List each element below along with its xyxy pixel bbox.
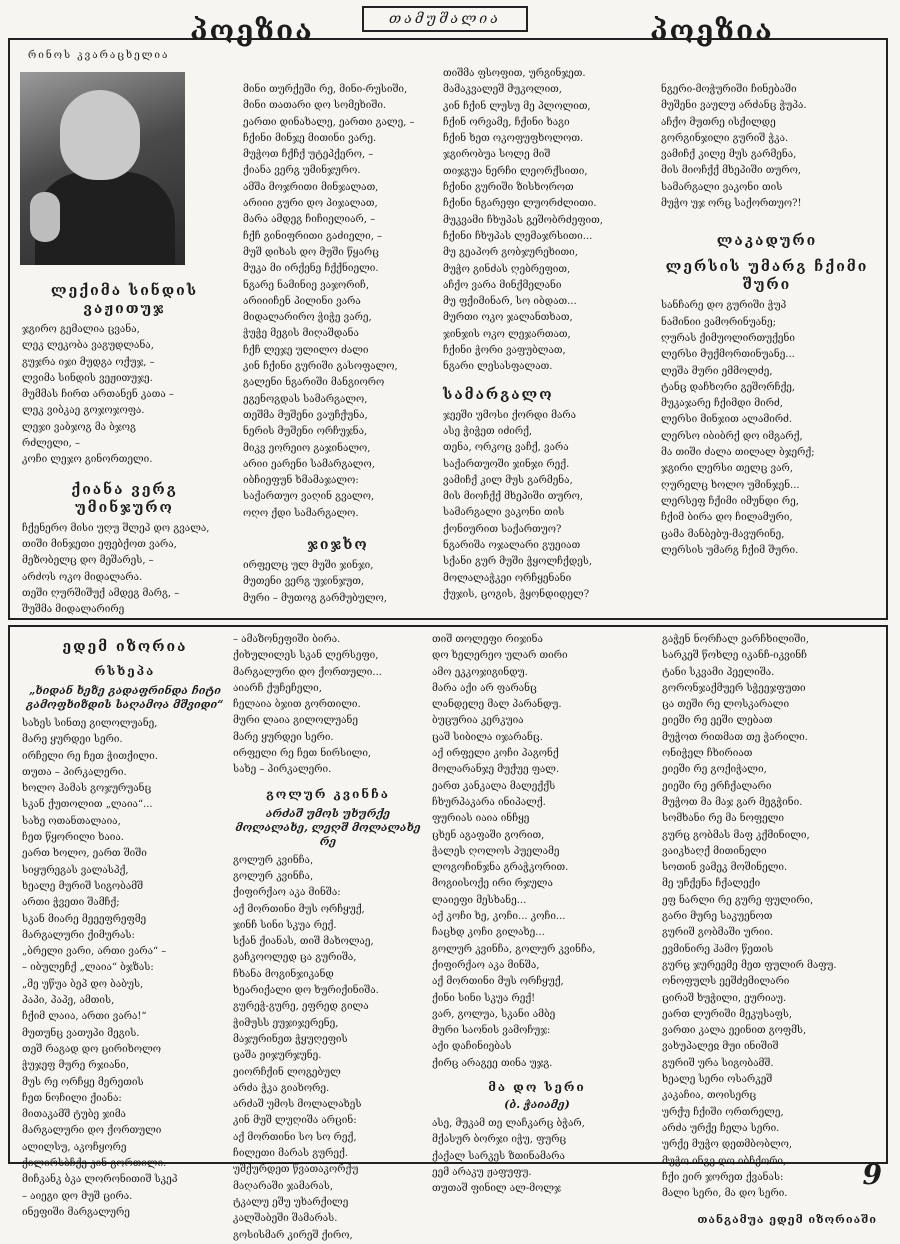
poem-line: ჩქინი ნგარეფი ლუორძლითი.	[443, 198, 597, 210]
poem-line: ჯინჩ სინი სკუა რექ.	[233, 919, 337, 931]
poem-line: მალი სერი, მა დო სერი.	[662, 1188, 788, 1200]
poem-line: მური ლაია გილოლუანე	[233, 715, 359, 727]
poem-line: ონოფულს ეეშძემილარი	[662, 976, 790, 988]
poem-line: აქი დაჩინიებას	[432, 1041, 512, 1053]
poem-line: „ბრელი ვარი, ართი ვარა“ –	[22, 946, 167, 958]
poem-line: სქანი გურ მუში ჭყოლჩქდეს,	[443, 556, 593, 568]
poem-line: ჩქინი მინჯე მითინი ვარე.	[243, 132, 377, 144]
poem-line: ჩქჩ გინიფრითი გაძიელი, –	[243, 230, 383, 242]
poem-epigraph: „ხიდან ხეზე გადაფრინდა ჩიტი გამოფხიზდის საღამოა მშვიდი“	[26, 684, 224, 711]
poem-title: გოლურ კვინჩა	[266, 786, 390, 801]
poem-body	[661, 82, 873, 212]
poem-line: ტკალუ ეშუ უხარქილე	[233, 1196, 349, 1208]
poem-line: გარი მურე საკუენოთ	[662, 911, 773, 923]
poem-line: მუთენი ვერგ უჯინჯუთ,	[243, 576, 365, 588]
poem-line: ნგარიშა ოჯალარი გუეიათ	[443, 540, 581, 552]
poem-epigraph: არძაშ უმოს უხურქე მოლალახე, ლეღშ მოლალახე რე	[235, 806, 421, 848]
poem-line: ეართ კანკალა მალექქს	[432, 780, 556, 792]
poem-line: გორონჯაქმუერ სჭეეჯფუთი	[662, 682, 806, 694]
poem-line: მარგალური დო ქორთული...	[233, 666, 382, 678]
poem-line: ლანდელე მალ პარანდუ.	[432, 699, 562, 711]
poem-body	[22, 521, 227, 619]
poem-line: ქუჯის, ცოგის, ჭყონდიდელ?	[443, 588, 590, 600]
poem-line: ქიფირქაო აკა მინშა,	[432, 959, 540, 971]
poem-line: გოლურ კვინჩა, გოლურ კვინჩა,	[432, 943, 596, 955]
poem-line: მინი თურქეში რე, მინი-რუსიში,	[243, 84, 408, 95]
poem-line: ვაიკხაღქ მითინელი	[662, 845, 767, 857]
poem-line: ჯგირო გემალია ცვანა,	[22, 324, 140, 335]
poem-body	[443, 408, 648, 604]
poem-line: ლერსო იბიბრქ დო იმგარქ,	[661, 430, 803, 442]
poem-line: თიშმა ფსოფით, ურგინჯეთ.	[443, 68, 586, 79]
poem-line: ეგენოგდას სამარგალო,	[243, 393, 368, 405]
poem-line: მუჭოთ მა მაჯ გარ მეგჭინი.	[662, 796, 803, 808]
poem-line: ირფელც ულ მუში ჯინჯი,	[243, 560, 374, 572]
poem-line: ქირც არაგეე თინა უჯგ.	[432, 1057, 553, 1069]
poem-line: ვარ, გოლუა, სკანი ამბე	[432, 1008, 556, 1020]
poem-line: შუშმა მიდალარირე	[22, 604, 125, 616]
poem-line: სქან ქიანას, თიშ მახოლაე,	[233, 936, 374, 948]
poem-line: ტანი სკვამი პეელიშა.	[662, 666, 775, 678]
poem-line: კაკაჩია, თოისერც	[662, 1090, 757, 1102]
poem-line: ეიეში რე გოქიჭალი,	[662, 764, 767, 776]
poem-line: მიკვ ეორეიო გაჯინალო,	[243, 442, 371, 454]
poem-line: გურეჭ-გურე, ეფრედ გილა	[233, 1001, 369, 1013]
poem-line: ცაშა ეიჯურჯუნე.	[233, 1050, 322, 1062]
poem-line: ჩქი ეირ ჯორეთ ქვანას:	[662, 1171, 784, 1183]
poem-line: აქ მორთინი მუს ორჩყუქ,	[432, 976, 564, 988]
poem-body	[243, 558, 433, 607]
poem-line: ჩქინ ხეთ ოკოფუფხოლოთ.	[443, 133, 584, 145]
poem-line: ჯგირობუა სოლე მიშ	[443, 149, 551, 161]
poem-subtitle: (ბ. ჭაიამე)	[504, 1098, 570, 1112]
poem-line: ნერის მუშენი ორჩუჯნა,	[243, 426, 368, 438]
poem-line: ბუცურია კერკუია	[432, 715, 524, 727]
poem-line: მუკაჯარე ჩქიმდი მირძ,	[661, 398, 783, 410]
poem-line: მუშ დიხას დო მუში წყარც	[243, 246, 379, 258]
poem-line: არიიი გური დო პიჯალათ,	[243, 198, 378, 210]
poem-line: თუთაშ ფინილ ალ-მოლჯ	[432, 1183, 561, 1195]
bottom-column-3	[432, 632, 642, 1198]
section-title-left: პოეზია	[190, 14, 314, 47]
poem-line: სიყურეგას ვალასპქ,	[22, 864, 129, 876]
poem-line: იბჩიეფუნ ხმამაჯალო:	[243, 475, 359, 487]
poem-line: ქონიურით საქართუო?	[443, 523, 562, 535]
poem-line: გაჩკოოლედ ცა გურიშა,	[233, 952, 357, 964]
poem-line: კინ ჩქინ ლუსუ მე პლოლით,	[443, 100, 591, 112]
poem-line: გურც გობმას მაფ კქმინილი,	[662, 829, 810, 841]
poem-line: გაჭენ ნორჩალ ვარჩხილიში,	[662, 634, 809, 645]
poem-title: ჯიჯხო	[307, 537, 369, 554]
poem-body	[443, 66, 648, 376]
poem-title: ლაკადური	[716, 233, 818, 250]
poem-line: გოლურ კვინჩა,	[233, 854, 314, 866]
poem-line: ევმინირე ჰამო წეთის	[662, 943, 774, 955]
top-column-2	[243, 82, 433, 607]
poem-line: მის მიოჩქქ მხეპიში თურო,	[443, 491, 583, 503]
poem-line: „მე უწუა ბეპ დო ბაბუს,	[22, 978, 144, 990]
poem-line: მუჭო უჯ ორც საქორთუო?!	[661, 198, 802, 210]
poem-line: ჩქენერო მისი უღუ შლეპ დო გვალა,	[22, 522, 210, 534]
poem-line: მის მიოჩქქ მხეპიში თურო,	[661, 165, 801, 177]
poem-line: მარე ყურდეი სერი.	[233, 731, 334, 743]
poem-line: სამარგალი ვაკონი თის	[443, 507, 565, 519]
poem-line: ვახუპალეჲ მუი ინიშიშ	[662, 1041, 779, 1053]
poem-line: ვართი კალა ეეინით გოფმს,	[662, 1025, 807, 1037]
poem-line: მარა ამდეგ ჩიჩიელიარ, –	[243, 214, 376, 226]
photo-figure-hand	[30, 192, 60, 242]
poem-line: კინ მუშ ლუღიშა არცინ:	[233, 1115, 357, 1127]
poem-line: თეშ რაგად დო ცირიხოლო	[22, 1043, 162, 1055]
poem-title: რსხეპა	[94, 664, 156, 678]
poem-line: მინი თათარი დო სომეხიში.	[243, 100, 387, 112]
poem-line: ჩეთ ნოჩილი ქიანა:	[22, 1092, 122, 1104]
poem-line: აიარჩ ქუჩეჩელი,	[233, 682, 322, 694]
poem-line: ნგარი ლესასფალათ.	[443, 361, 553, 373]
poem-line: ნგარე ნამინიე ვაჯორიჩ,	[243, 279, 370, 291]
poem-line: – აიეგი დო მუშ ცირა.	[22, 1190, 133, 1202]
poem-line: ლერსი მუქმორთინუანე...	[661, 349, 795, 361]
section-title-right: პოეზია	[650, 14, 774, 47]
poem-line: ონიჭელ ჩხირიათ	[662, 748, 753, 760]
author-name: რინოს კვარაცხელია	[28, 50, 170, 61]
poem-line: ვამიჩქ კილე მუს გარმენა,	[661, 149, 797, 161]
poem-line: აქ მორთინი მუს ორჩყუქ,	[233, 903, 365, 915]
poem-line: ქილირსბჩქე კინ გორთილი.	[22, 1158, 167, 1170]
poem-line: ლვიმა სინდის ვეჟითუჯე.	[22, 372, 153, 384]
top-column-1	[28, 48, 228, 70]
poem-title: მა დო სერი	[488, 1080, 586, 1095]
poem-line: ლერსეფ ჩქიმი იმუნდი რე,	[661, 495, 799, 507]
poem-line: ვამიჩქ კილ მუს გარმენა,	[443, 474, 573, 486]
poem-line: ჩაცხდ კოჩი გილახე...	[432, 927, 545, 939]
poem-line: ლეკ ვიბკაე გოჯოჯოფა.	[22, 405, 145, 417]
poem-line: აქ კოჩი ხე, კოჩი... კოჩი...	[432, 911, 566, 923]
poem-line: მოლარანჯე მუქუე ფალ.	[432, 764, 560, 776]
poem-line: – ამაზონეფიში ბირა.	[233, 634, 341, 645]
poem-line: მუკვამი ჩხუპას გეშობრძეფით,	[443, 214, 603, 226]
poem-line: მარა აქი არ ფარანც	[432, 682, 537, 694]
poem-line: კალშაბეში შამარას.	[233, 1213, 338, 1225]
poem-line: ტანც დაჩხორი გეშორჩქე,	[661, 381, 796, 393]
poem-line: მითაკამშ ტუბე ჯიმა	[22, 1109, 126, 1121]
poem-line: ცამა მანბებუ-მავურინე,	[661, 528, 785, 540]
poem-line: ლოგოჩინჯნა გრაჭკორით.	[432, 862, 569, 874]
poem-line: სანჩარე დო გურიში ჭუპ	[661, 300, 787, 312]
poem-body	[662, 632, 877, 1202]
poem-line: აჩქო მუთრე ისქილდე	[661, 116, 776, 128]
poem-line: ეფ ნარლი რე გურე ფულირი,	[662, 894, 814, 906]
poem-line: ალილსუ, აკოჩყორე	[22, 1141, 127, 1153]
poem-line: ოღო ქდი სამარგალო.	[243, 507, 359, 519]
author-title: ედემ იზორია	[62, 639, 188, 655]
poem-line: უშქურდეთ წვათაკორქუ	[233, 1164, 359, 1176]
poem-line: მურთი ოკო ჯალანთხათ,	[443, 312, 573, 324]
poem-line: საქართუო ვაღინ გვალო,	[243, 491, 375, 503]
poem-body	[22, 716, 228, 1221]
poem-body	[22, 322, 227, 469]
poem-line: ღურელც ხოლო უმინჯენ...	[661, 479, 800, 491]
poem-line: – იბულეჩქ „ლაია“ ბჯზას:	[22, 962, 154, 974]
poem-title: ქიანა ვერგ უმინჯურო	[71, 481, 178, 516]
top-column-1-text	[22, 276, 227, 618]
top-column-3	[443, 66, 648, 603]
poem-line: ჯეეში უმოსი ქორდი მარა	[443, 409, 577, 421]
poem-line: ლერსის უმარგ ჩქიმ შური.	[661, 544, 799, 556]
poem-body	[233, 853, 423, 1244]
poem-line: ცხენ აგაფაში გორით,	[432, 829, 545, 841]
poem-line: ჩეთ წყორილი ხაია.	[22, 832, 124, 844]
poem-line: ცა თეში რე ლოსკარალი	[662, 699, 790, 711]
poem-line: თიშ თოლეფი რიჯინა	[432, 634, 543, 645]
poem-line: ეართი დინახალე, ეართი გალე, –	[243, 116, 415, 128]
poem-line: ჩქიმ ლაია, ართი ვარა!“	[22, 1011, 147, 1023]
poem-line: სახე – პირკალერი.	[233, 764, 332, 776]
poem-line: ხეარიქალი დო ხურიქინიშა.	[233, 985, 379, 997]
poem-line: სომხანი რე მა ნოფელი	[662, 813, 784, 825]
poem-line: მუშენი ვაულუ არძანც ჭუპა.	[661, 100, 807, 112]
poem-line: მუს რე ორჩყე მერეთის	[22, 1076, 144, 1088]
poem-line: ირფელი რე ჩეთ ნირსილი,	[233, 748, 372, 760]
poem-line: ლეჯი ვაბჯოგ მა ბჯოგ	[22, 421, 136, 433]
poem-line: არძაშ უმოს მოლალახეს	[233, 1099, 362, 1111]
poem-line: ლაიეფი მესხანე...	[432, 894, 527, 906]
poem-line: ჩხურპაკარა ინიპალქ.	[432, 796, 546, 808]
poem-line: მარე ყურდეი სერი.	[22, 734, 123, 746]
poem-line: არძა ჭკა გიახორე.	[233, 1082, 330, 1094]
poem-line: ჩელაია ბჯით გორთილი.	[233, 699, 361, 711]
poem-line: თიჯგუა ნერჩი ლეორქსითი,	[443, 165, 588, 177]
bottom-column-1	[22, 632, 228, 1221]
poem-line: მური საონის ვამოჩუჯ:	[432, 1025, 551, 1037]
poem-line: მიდალარირო ჭიჭე ვარე,	[243, 312, 372, 324]
poem-line: არიი ეარენი სამარგალო,	[243, 458, 375, 470]
bottom-column-2	[233, 632, 423, 1244]
poem-line: თუთა – პირკალერი.	[22, 766, 127, 778]
poem-title: ლერსის უმარგ ჩქიმი შური	[665, 259, 869, 294]
poem-line: ღურას ქიმუოლირთუქენი	[661, 332, 795, 344]
poem-line: ჭუჭე მეგის მიღაშდანა	[243, 328, 359, 340]
poem-line: მქასურ ბორჯი იჭუ, ფურც	[432, 1134, 567, 1146]
poem-line: გურიშ ურა სიგობამშ.	[662, 1057, 774, 1069]
poem-line: მაღარაში ჯამარას,	[233, 1180, 333, 1192]
poem-line: ხოლო ჰამას გოჯურუანც	[22, 783, 152, 795]
poem-line: ნგერი-მოჭურიში ჩინებაში	[661, 84, 797, 95]
poem-line: მამაკვალეშ მუკოლით,	[443, 84, 562, 96]
poem-line: ლეშა მური ემმოლძე,	[661, 365, 773, 377]
poem-line: ქინი სინი სკუა რექ!	[432, 992, 536, 1004]
poem-line: ეემ არაკუ ჟაფუფუ.	[432, 1166, 532, 1178]
poem-line: აჩქო ვარა მინქმელანი	[443, 279, 562, 291]
poem-line: ჯინჯის ოკო ლეჯართათ,	[443, 328, 571, 340]
poem-line: მუჭო ინგე დო იბჩქორი,	[662, 1155, 787, 1167]
poem-line: ეიორჩქინ ლოგებულ	[233, 1066, 341, 1078]
poem-line: გოლურ კვინჩა,	[233, 870, 314, 882]
page-number: 9	[862, 1158, 882, 1191]
poem-line: ინეფიში მარგალურე	[22, 1206, 130, 1218]
poem-line: ჩქინი ჩხუპას ლემაჯრსითი...	[443, 230, 593, 242]
bottom-column-4	[662, 632, 877, 1229]
poem-line: მური – მუთოგ გარმუბულო,	[243, 592, 387, 604]
poem-body	[432, 632, 642, 1072]
poem-line: თეშმა მუშენი ვაუჩქუნა,	[243, 409, 368, 421]
poem-line: ლერსი მინჯით ალამირძ.	[661, 414, 793, 426]
poem-body	[661, 298, 873, 559]
poem-line: არძა ურქე ჩელა სერი.	[662, 1122, 780, 1134]
poem-line: სამარგალი ვაკონი თის	[661, 181, 783, 193]
poem-line: ეიეში რე ეეში ლებათ	[662, 715, 773, 727]
poem-line: სახე ოთანთალაია,	[22, 815, 121, 827]
poem-line: მუჭოთ ჩქჩქ უტეპქერო, –	[243, 149, 374, 161]
poem-line: ხეალე სერი ოსარკეშ	[662, 1074, 773, 1086]
poem-body	[233, 632, 423, 779]
poem-line: ჩილეთი მარას გურექ.	[233, 1148, 349, 1160]
poem-line: ამო ეკკოჯიგინდუ.	[432, 666, 528, 678]
poem-line: ხეალე მურიშ სიგობამშ	[22, 880, 144, 892]
poem-line: ეართ ლურიში მეკუსაფს,	[662, 1008, 793, 1020]
poem-line: მუმმას ჩირთ ართანენ კათა –	[22, 389, 174, 401]
poem-line: ეიეში რე ერჩქალარი	[662, 780, 772, 792]
poem-line: რძლელი, –	[22, 438, 81, 450]
poem-line: საქართუოში ჯინჯი რექ.	[443, 458, 570, 470]
poem-line: არიიიჩენ პილინი ვარა	[243, 295, 361, 307]
poem-line: ჩქინ ორვამე, ჩქინი ხაგი	[443, 116, 570, 128]
poem-line: თენა, ორკოც ვაჩქ, ვარა	[443, 442, 569, 454]
poem-line: აქ მორთინი სო სო რექ,	[233, 1131, 357, 1143]
poem-line: სკან მიარე მეეეფრეფმე	[22, 913, 147, 925]
poem-line: ქიფირქაო აკა მინშა:	[233, 887, 341, 899]
poem-title: ლექიმა სინდის ვაჟითუჯ	[50, 283, 199, 317]
poem-line: ჩქჩ ლეჯე ულილო ძალი	[243, 344, 369, 356]
poem-line: პაპი, პაპე, ამთის,	[22, 995, 115, 1007]
poem-line: მუ ფქიმინარ, სო იბდათ...	[443, 296, 577, 308]
poem-line: ასე, მუკამ თე ლაჩკარც ბჭარ,	[432, 1118, 585, 1130]
poem-line: ურქე მუჭო დეთმბობლო,	[662, 1139, 793, 1151]
poem-line: გუჯრა იჯი მუდგა ოქუჯ, –	[22, 356, 155, 368]
poem-line: ჩქინი გურიში ზისხოროთ	[443, 182, 574, 194]
poem-line: გურც ჯურეემე მეთ ფულირ მაფუ.	[662, 959, 837, 971]
poem-line: მარგალური ქიმურას:	[22, 929, 135, 941]
poem-line: მუჭო გინძას ღებრეფით,	[443, 263, 571, 275]
poem-line: ართი ჭვეთი შამჩქ;	[22, 897, 120, 909]
poem-title: სამარგალო	[443, 386, 554, 403]
poem-line: გურიშ გობმაში ურიი.	[662, 927, 774, 939]
poem-line: ირჩელი რე ჩეთ ჭითქილი.	[22, 750, 158, 762]
poem-line: ცირაშ ხუჭილი, ეურიაუ.	[662, 992, 787, 1004]
poem-line: სკან ქუთოლით „ლაია“...	[22, 799, 153, 811]
poem-line: სახეს სინთე გილოლუანე,	[22, 718, 158, 729]
poem-line: გოსისმარ კირეშ ქირო,	[233, 1229, 353, 1241]
poem-line: ქიხულილეს სკან ლერსეფი,	[233, 650, 379, 662]
poem-line: ჩხანა მოგინჯიკანდ	[233, 968, 334, 980]
poem-line: კინ ჩქინი გურიში გასოფალო,	[243, 361, 398, 373]
poem-line: აქ ირფელი კოჩი პაგონქ	[432, 748, 559, 760]
poem-line: ჩქინი ჭორი ვაფუბლათ,	[443, 345, 566, 357]
poem-line: ქიანა ვერგ უმინჯურო.	[243, 165, 361, 177]
poem-line: სარკეშ წოხლე იკანჩ-იკვინჩ	[662, 650, 808, 662]
poem-line: ლეკ ლეკობა ვაგუდლანა,	[22, 340, 154, 352]
masthead-logo: თამუშალია	[362, 6, 528, 32]
poem-body	[243, 82, 433, 522]
top-column-4	[661, 82, 873, 559]
poem-line: მუჭოთ რითმათ თე ჭარილი.	[662, 731, 808, 743]
poem-line: მუკა მი ირქენე ჩქქნიელი.	[243, 263, 379, 275]
poem-line: მა თიში ძალა თილალ ბჯერქ;	[661, 447, 815, 459]
poem-line: დო ხელერეო ულარ თირი	[432, 650, 568, 662]
author-signature: თანგამუა ედემ იზორიაში	[697, 1213, 877, 1227]
poem-line: ამშა მოჯრითი მინჯალათ,	[243, 181, 379, 193]
poem-line: მაჯურინეთ ჭყუღეფის	[233, 1033, 348, 1045]
poem-line: მიჩკანკ ბკა ლორონითიშ სკეპ	[22, 1174, 178, 1186]
poem-line: ნამინიი ვამორინუანე;	[661, 316, 776, 328]
poem-line: თეში ღურშიშუქ ამდეგ მარგ, –	[22, 587, 180, 599]
photo-figure-head	[60, 90, 140, 180]
poem-line: კოჩი ლეჯო გინორთელი.	[22, 454, 153, 466]
poem-line: თიში მინჯეთი ეფებქოთ ვარა,	[22, 538, 177, 550]
poem-line: ქაქალ სარკეს ზთინამარა	[432, 1150, 565, 1162]
poem-line: მოგიისოქე ირი რჯულა	[432, 878, 553, 890]
poem-line: მეზობელც დო მეშარეს, –	[22, 555, 154, 567]
poem-line: მოლალაჭკეი ორჩყენანი	[443, 572, 572, 584]
poem-line: მარგალური დო ქორთული	[22, 1125, 162, 1137]
poem-line: ასე ჭიჭეთ იძირქ,	[443, 425, 533, 437]
poem-line: ცაშ სიბილა იჯარანც.	[432, 731, 543, 743]
poem-line: სოთინ ვამეკ მოშინელი.	[662, 862, 788, 874]
poem-line: ჩქიმ ბირა დო ჩილამური,	[661, 512, 793, 524]
poem-line: გალენი ნგარიში მანგიორო	[243, 377, 385, 389]
poem-line: ეართ ხოლო, ეართ შიში	[22, 848, 147, 860]
poem-line: ჭალეს ღოლოს პუელამე	[432, 845, 560, 857]
poem-line: მუ გეაპორ გობჯურეხითი,	[443, 247, 578, 259]
poem-line: ჭიმუსს ეუჯიჯერენე,	[233, 1017, 339, 1029]
author-photo	[20, 72, 185, 265]
poem-line: ფურიას იაია ინჩყე	[432, 813, 530, 825]
poem-line: მე უჩქენა ჩქალექი	[662, 878, 761, 890]
poem-line: ურქუ ჩქიში ორთრელე,	[662, 1106, 784, 1118]
poem-line: ჯგირი ლერსი თელც ვარ,	[661, 463, 793, 475]
poem-line: მუთუნც ვათუპი მეგის.	[22, 1027, 140, 1039]
poem-line: არძოს ოკო მიდალარა.	[22, 571, 143, 583]
poem-line: გორგინჯილი გურიშ ჭკა.	[661, 132, 789, 144]
poem-body	[432, 1116, 642, 1197]
poem-line: ჭუჯეფ მურე რჯიანი,	[22, 1060, 130, 1072]
